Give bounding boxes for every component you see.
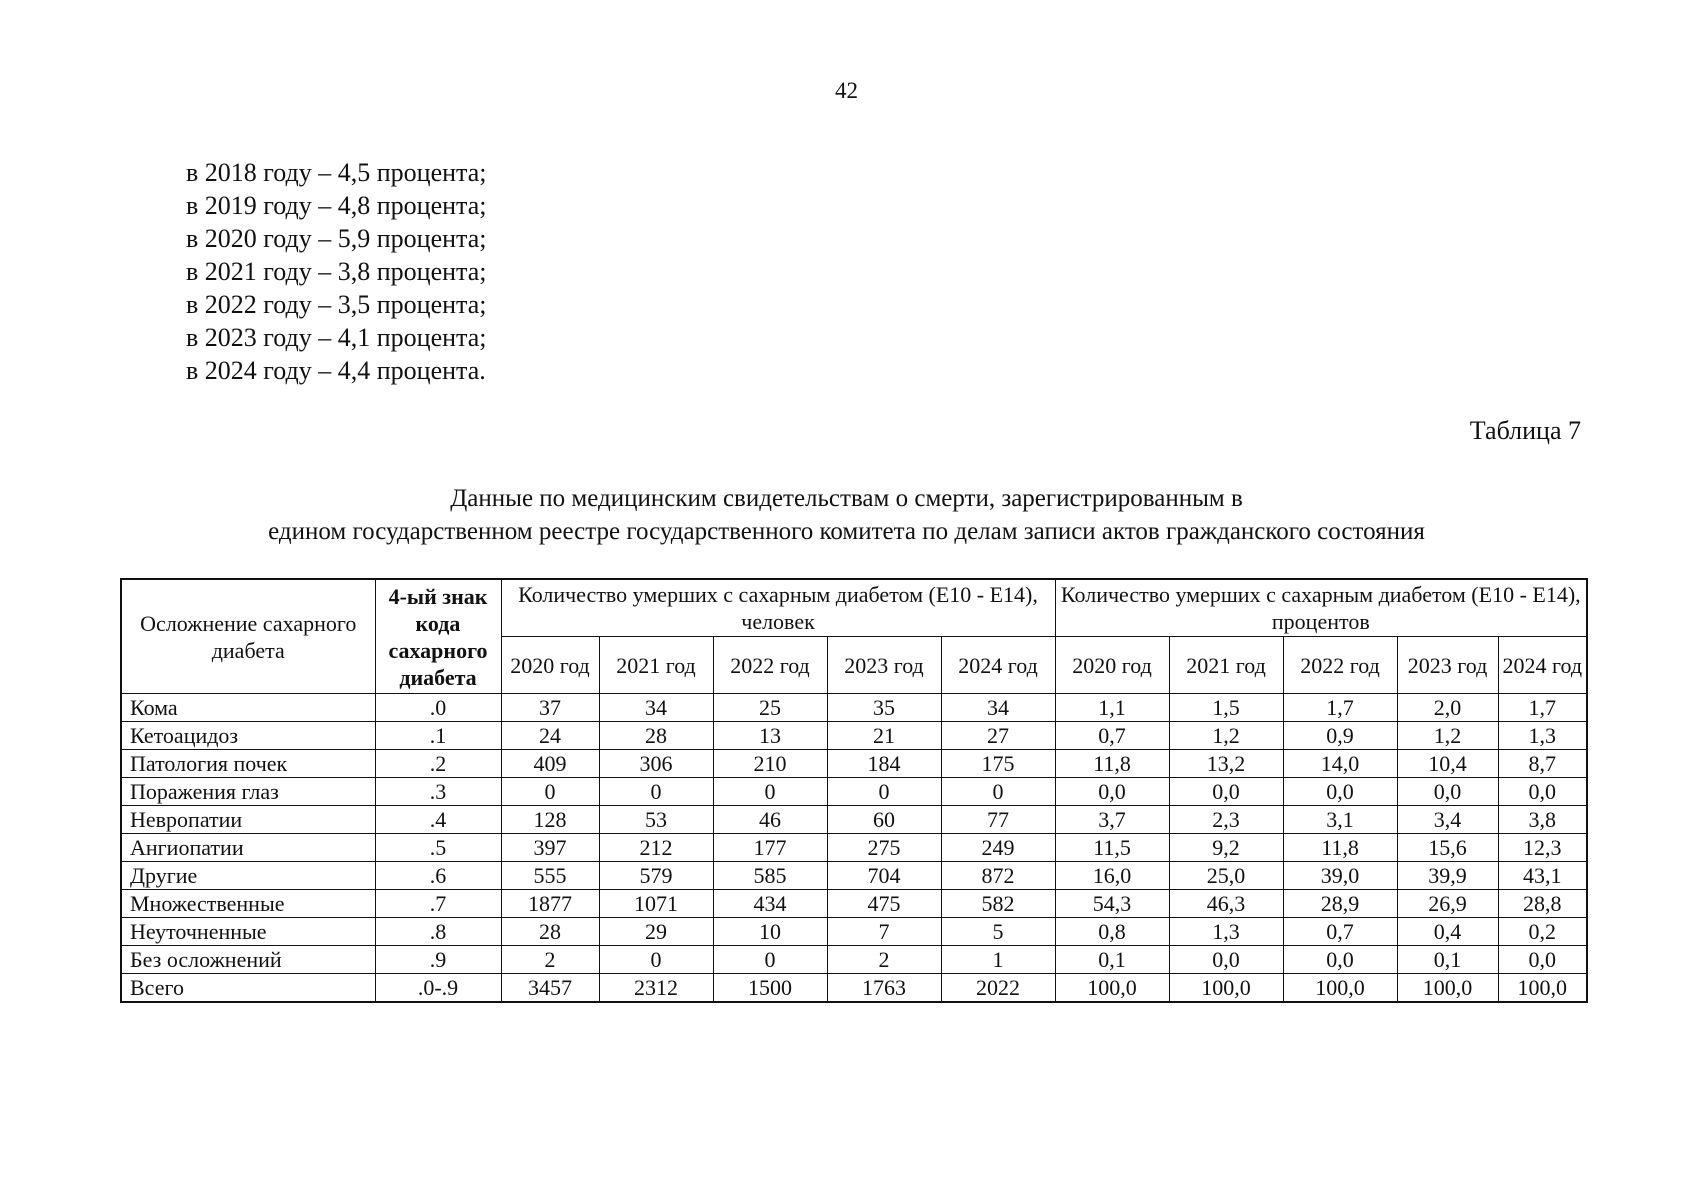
header-year-percent: 2023 год bbox=[1397, 637, 1498, 694]
cell-people: 582 bbox=[941, 890, 1055, 918]
cell-percent: 11,5 bbox=[1055, 834, 1169, 862]
cell-people: 175 bbox=[941, 750, 1055, 778]
table-label: Таблица 7 bbox=[1469, 416, 1581, 445]
year-line: в 2023 году – 4,1 процента; bbox=[186, 323, 487, 352]
cell-percent: 1,7 bbox=[1498, 694, 1587, 722]
table-row bbox=[121, 694, 1587, 722]
cell-percent: 0,9 bbox=[1283, 722, 1397, 750]
cell-people: 1500 bbox=[713, 974, 827, 1003]
cell-percent: 9,2 bbox=[1169, 834, 1283, 862]
table-row bbox=[121, 778, 1587, 806]
row-name: Патология почек bbox=[121, 750, 375, 778]
cell-people: 249 bbox=[941, 834, 1055, 862]
cell-percent: 0,0 bbox=[1283, 778, 1397, 806]
cell-people: 28 bbox=[599, 722, 713, 750]
table-row bbox=[121, 890, 1587, 918]
cell-percent: 0,7 bbox=[1283, 918, 1397, 946]
year-line: в 2018 году – 4,5 процента; bbox=[186, 158, 487, 187]
cell-people: 60 bbox=[827, 806, 941, 834]
row-code: .4 bbox=[375, 806, 501, 834]
cell-people: 210 bbox=[713, 750, 827, 778]
row-name: Всего bbox=[121, 974, 375, 1003]
cell-people: 704 bbox=[827, 862, 941, 890]
row-code: .5 bbox=[375, 834, 501, 862]
cell-people: 0 bbox=[599, 778, 713, 806]
cell-percent: 0,0 bbox=[1055, 778, 1169, 806]
table-title-line-1: Данные по медицинским свидетельствам о смерти, зарегистрированным в bbox=[450, 485, 1243, 512]
table-title-line-2: едином государственном реестре государственного комитета по делам записи актов гражданского состояния bbox=[268, 518, 1425, 545]
cell-people: 77 bbox=[941, 806, 1055, 834]
cell-percent: 15,6 bbox=[1397, 834, 1498, 862]
cell-people: 872 bbox=[941, 862, 1055, 890]
row-name: Множественные bbox=[121, 890, 375, 918]
cell-people: 184 bbox=[827, 750, 941, 778]
cell-percent: 16,0 bbox=[1055, 862, 1169, 890]
header-year-percent: 2020 год bbox=[1055, 637, 1169, 694]
cell-percent: 10,4 bbox=[1397, 750, 1498, 778]
header-year-people: 2021 год bbox=[599, 637, 713, 694]
page-number: 42 bbox=[835, 78, 858, 103]
cell-people: 177 bbox=[713, 834, 827, 862]
header-group-people: Количество умерших с сахарным диабетом (Е10 - Е14), человек bbox=[501, 579, 1055, 637]
cell-percent: 1,1 bbox=[1055, 694, 1169, 722]
cell-people: 10 bbox=[713, 918, 827, 946]
cell-percent: 11,8 bbox=[1283, 834, 1397, 862]
cell-people: 53 bbox=[599, 806, 713, 834]
cell-percent: 25,0 bbox=[1169, 862, 1283, 890]
row-name: Невропатии bbox=[121, 806, 375, 834]
cell-percent: 0,1 bbox=[1055, 946, 1169, 974]
cell-people: 27 bbox=[941, 722, 1055, 750]
cell-percent: 100,0 bbox=[1397, 974, 1498, 1003]
cell-people: 579 bbox=[599, 862, 713, 890]
cell-people: 555 bbox=[501, 862, 599, 890]
cell-percent: 3,8 bbox=[1498, 806, 1587, 834]
table-row bbox=[121, 750, 1587, 778]
cell-people: 1 bbox=[941, 946, 1055, 974]
cell-percent: 43,1 bbox=[1498, 862, 1587, 890]
cell-percent: 54,3 bbox=[1055, 890, 1169, 918]
mortality-table bbox=[120, 578, 1588, 1003]
cell-percent: 11,8 bbox=[1055, 750, 1169, 778]
row-code: .2 bbox=[375, 750, 501, 778]
cell-percent: 1,3 bbox=[1169, 918, 1283, 946]
table-row bbox=[121, 946, 1587, 974]
cell-percent: 0,4 bbox=[1397, 918, 1498, 946]
row-name: Кома bbox=[121, 694, 375, 722]
cell-percent: 100,0 bbox=[1169, 974, 1283, 1003]
cell-percent: 100,0 bbox=[1498, 974, 1587, 1003]
cell-people: 409 bbox=[501, 750, 599, 778]
year-list bbox=[186, 156, 487, 387]
cell-people: 397 bbox=[501, 834, 599, 862]
table-row bbox=[121, 806, 1587, 834]
table-row bbox=[121, 918, 1587, 946]
cell-percent: 2,3 bbox=[1169, 806, 1283, 834]
header-group-percent: Количество умерших с сахарным диабетом (Е10 - Е14), процентов bbox=[1055, 579, 1587, 637]
cell-people: 5 bbox=[941, 918, 1055, 946]
row-name: Без осложнений bbox=[121, 946, 375, 974]
cell-people: 585 bbox=[713, 862, 827, 890]
row-name: Другие bbox=[121, 862, 375, 890]
cell-people: 2 bbox=[827, 946, 941, 974]
cell-percent: 0,0 bbox=[1169, 946, 1283, 974]
cell-percent: 100,0 bbox=[1055, 974, 1169, 1003]
row-code: .8 bbox=[375, 918, 501, 946]
table-title bbox=[0, 482, 1693, 548]
cell-people: 46 bbox=[713, 806, 827, 834]
cell-percent: 2,0 bbox=[1397, 694, 1498, 722]
cell-percent: 0,0 bbox=[1498, 778, 1587, 806]
cell-percent: 3,7 bbox=[1055, 806, 1169, 834]
row-name: Кетоацидоз bbox=[121, 722, 375, 750]
table-row bbox=[121, 722, 1587, 750]
row-code: .0 bbox=[375, 694, 501, 722]
cell-people: 1877 bbox=[501, 890, 599, 918]
cell-percent: 0,2 bbox=[1498, 918, 1587, 946]
cell-percent: 100,0 bbox=[1283, 974, 1397, 1003]
cell-percent: 0,0 bbox=[1498, 946, 1587, 974]
cell-percent: 1,7 bbox=[1283, 694, 1397, 722]
header-year-percent: 2021 год bbox=[1169, 637, 1283, 694]
cell-people: 34 bbox=[599, 694, 713, 722]
cell-percent: 28,8 bbox=[1498, 890, 1587, 918]
cell-percent: 3,1 bbox=[1283, 806, 1397, 834]
cell-people: 434 bbox=[713, 890, 827, 918]
cell-people: 1071 bbox=[599, 890, 713, 918]
cell-percent: 0,0 bbox=[1397, 778, 1498, 806]
header-year-people: 2022 год bbox=[713, 637, 827, 694]
cell-people: 25 bbox=[713, 694, 827, 722]
cell-percent: 13,2 bbox=[1169, 750, 1283, 778]
cell-people: 212 bbox=[599, 834, 713, 862]
year-line: в 2022 году – 3,5 процента; bbox=[186, 290, 487, 319]
header-complication: Осложнение сахарного диабета bbox=[121, 579, 375, 694]
year-line: в 2019 году – 4,8 процента; bbox=[186, 191, 487, 220]
cell-people: 24 bbox=[501, 722, 599, 750]
header-year-people: 2020 год bbox=[501, 637, 599, 694]
cell-percent: 14,0 bbox=[1283, 750, 1397, 778]
row-code: .3 bbox=[375, 778, 501, 806]
cell-people: 2 bbox=[501, 946, 599, 974]
table-row bbox=[121, 862, 1587, 890]
header-year-percent: 2024 год bbox=[1498, 637, 1587, 694]
cell-people: 0 bbox=[501, 778, 599, 806]
cell-people: 128 bbox=[501, 806, 599, 834]
row-name: Неуточненные bbox=[121, 918, 375, 946]
cell-people: 3457 bbox=[501, 974, 599, 1003]
cell-percent: 46,3 bbox=[1169, 890, 1283, 918]
cell-people: 275 bbox=[827, 834, 941, 862]
cell-percent: 3,4 bbox=[1397, 806, 1498, 834]
cell-percent: 1,2 bbox=[1169, 722, 1283, 750]
cell-people: 37 bbox=[501, 694, 599, 722]
year-line: в 2024 году – 4,4 процента. bbox=[186, 356, 486, 385]
cell-people: 21 bbox=[827, 722, 941, 750]
cell-people: 306 bbox=[599, 750, 713, 778]
cell-percent: 0,0 bbox=[1169, 778, 1283, 806]
cell-people: 29 bbox=[599, 918, 713, 946]
cell-people: 7 bbox=[827, 918, 941, 946]
cell-percent: 28,9 bbox=[1283, 890, 1397, 918]
cell-percent: 8,7 bbox=[1498, 750, 1587, 778]
cell-people: 28 bbox=[501, 918, 599, 946]
cell-percent: 0,8 bbox=[1055, 918, 1169, 946]
cell-people: 2312 bbox=[599, 974, 713, 1003]
cell-people: 0 bbox=[941, 778, 1055, 806]
cell-people: 0 bbox=[713, 778, 827, 806]
row-name: Поражения глаз bbox=[121, 778, 375, 806]
cell-percent: 0,1 bbox=[1397, 946, 1498, 974]
cell-people: 13 bbox=[713, 722, 827, 750]
cell-percent: 12,3 bbox=[1498, 834, 1587, 862]
cell-people: 34 bbox=[941, 694, 1055, 722]
header-year-percent: 2022 год bbox=[1283, 637, 1397, 694]
cell-people: 0 bbox=[713, 946, 827, 974]
cell-percent: 0,0 bbox=[1283, 946, 1397, 974]
cell-percent: 1,3 bbox=[1498, 722, 1587, 750]
cell-percent: 39,0 bbox=[1283, 862, 1397, 890]
cell-people: 0 bbox=[827, 778, 941, 806]
header-code: 4-ый знак кода сахарного диабета bbox=[375, 579, 501, 694]
cell-percent: 0,7 bbox=[1055, 722, 1169, 750]
row-code: .6 bbox=[375, 862, 501, 890]
cell-people: 0 bbox=[599, 946, 713, 974]
table-row bbox=[121, 974, 1587, 1003]
row-code: .0-.9 bbox=[375, 974, 501, 1003]
header-year-people: 2023 год bbox=[827, 637, 941, 694]
row-code: .9 bbox=[375, 946, 501, 974]
cell-people: 2022 bbox=[941, 974, 1055, 1003]
cell-percent: 1,2 bbox=[1397, 722, 1498, 750]
cell-percent: 26,9 bbox=[1397, 890, 1498, 918]
table-row bbox=[121, 834, 1587, 862]
row-name: Ангиопатии bbox=[121, 834, 375, 862]
cell-people: 35 bbox=[827, 694, 941, 722]
cell-percent: 39,9 bbox=[1397, 862, 1498, 890]
year-line: в 2021 году – 3,8 процента; bbox=[186, 257, 487, 286]
cell-people: 475 bbox=[827, 890, 941, 918]
row-code: .7 bbox=[375, 890, 501, 918]
cell-percent: 1,5 bbox=[1169, 694, 1283, 722]
year-line: в 2020 году – 5,9 процента; bbox=[186, 224, 487, 253]
cell-people: 1763 bbox=[827, 974, 941, 1003]
row-code: .1 bbox=[375, 722, 501, 750]
header-year-people: 2024 год bbox=[941, 637, 1055, 694]
